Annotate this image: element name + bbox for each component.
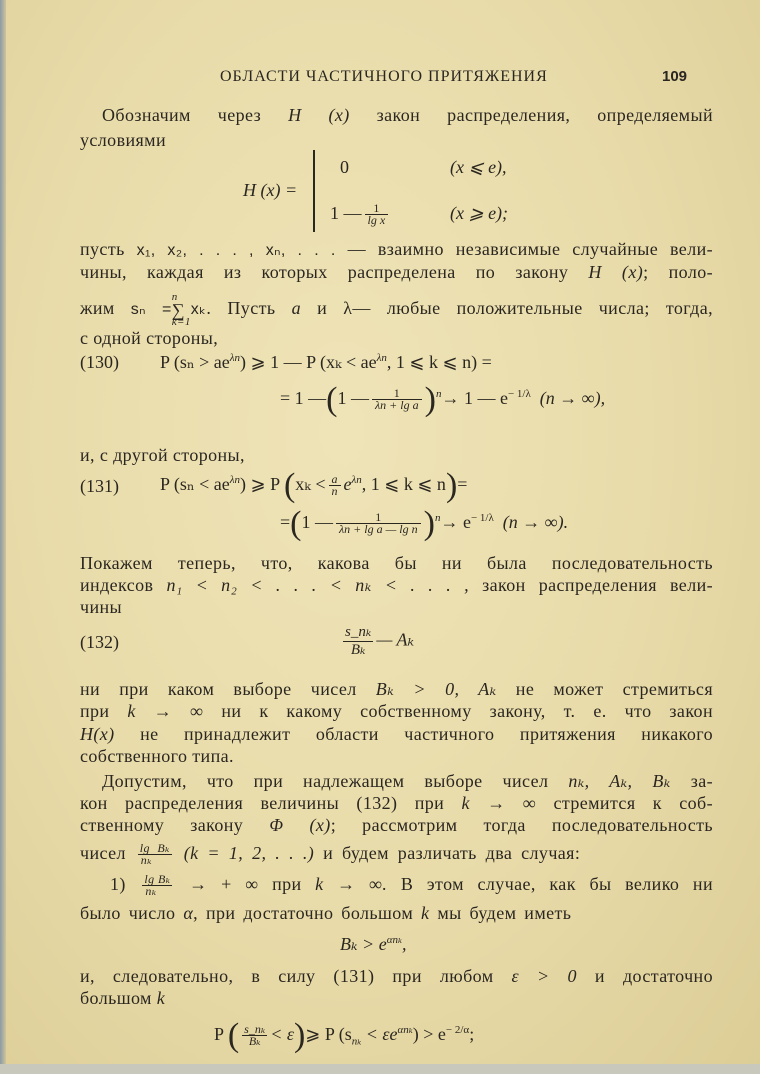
math: H (x) (288, 105, 350, 125)
fraction (242, 1024, 267, 1047)
text: ) > e (412, 1024, 446, 1044)
text: ни к какому собственному закону, т. е. что закон (221, 701, 713, 721)
paren: ) (293, 1016, 306, 1054)
text: ни при каком выборе чисел (80, 679, 357, 699)
superscript: n (435, 388, 442, 400)
paragraph-line (80, 723, 713, 745)
equation-number: (131) (80, 476, 119, 496)
eq-case-value (330, 203, 391, 226)
text: P (214, 1024, 224, 1044)
paragraph-line (80, 678, 713, 700)
denominator: nₖ (138, 854, 172, 866)
text: за- (690, 771, 714, 791)
header-title: ОБЛАСТИ ЧАСТИЧНОГО ПРИТЯЖЕНИЯ (220, 68, 548, 85)
sum-upper: n (171, 291, 178, 303)
text: , (402, 934, 407, 954)
case-label: 1) (110, 874, 126, 894)
text: — Aₖ (376, 629, 415, 650)
text: xₖ < (295, 474, 326, 494)
subscript: nₖ (351, 1035, 362, 1048)
paragraph-line (80, 444, 713, 466)
eq-case-cond: (x ⩾ e); (450, 203, 509, 223)
paragraph-line (80, 814, 713, 836)
denominator: n (329, 485, 341, 497)
text: — любые положительные числа; тогда, (352, 298, 714, 319)
numerator: lg Bₖ (144, 872, 171, 887)
paragraph-line (80, 842, 713, 866)
fraction (372, 388, 422, 411)
text: при (272, 874, 302, 894)
paragraph-line (80, 873, 713, 897)
paragraph-line (80, 596, 713, 618)
numerator: 1 (373, 201, 380, 216)
text: P (sₙ > ae (160, 352, 230, 372)
fraction (365, 203, 389, 226)
text: чины, каждая из которых распределена по закону (80, 262, 569, 282)
page-number: 109 (662, 68, 688, 85)
eq-line (340, 624, 414, 659)
math: k (421, 903, 430, 923)
paragraph-line (80, 987, 713, 1009)
math: (k = 1, 2, . . .) (183, 843, 315, 863)
denominator: nₖ (142, 885, 172, 897)
math: H (x) (588, 262, 644, 282)
paren: ) (424, 380, 436, 418)
text: ; (469, 1024, 475, 1044)
math: n₁ < n₂ < . . . < nₖ < . . . , (166, 575, 470, 595)
text: , 1 ⩽ k ⩽ n) = (386, 352, 492, 372)
fraction (142, 874, 172, 897)
superscript: αnₖ (397, 1024, 413, 1036)
text: и, с другой стороны, (80, 445, 245, 465)
text: . Пусть (206, 298, 276, 319)
superscript: − 1/λ (470, 512, 494, 524)
math: a (291, 298, 301, 319)
text: и, следовательно, в силу (131) при любом (80, 966, 494, 986)
text: индексов (80, 575, 154, 595)
text: 1 — (301, 512, 333, 532)
fraction (138, 843, 172, 866)
text: < ε (270, 1024, 294, 1044)
math: λ (343, 298, 353, 319)
eq-line (280, 504, 569, 542)
math: H(x) (80, 724, 115, 744)
text: P (sₙ < ae (160, 474, 230, 494)
eq-line (280, 380, 606, 418)
superscript: λn (351, 474, 362, 486)
text: пусть (80, 239, 125, 259)
paragraph-line (80, 792, 713, 814)
paragraph-line (80, 129, 713, 151)
math: sₙ = (130, 301, 172, 319)
eq-case-value: 0 (340, 157, 349, 177)
paragraph-line (80, 293, 713, 327)
math: Φ (x) (269, 815, 331, 835)
text: В этом случае, как бы велико ни (400, 874, 713, 894)
paren: ( (290, 504, 302, 542)
numerator: s_nₖ (345, 624, 372, 640)
text: = 1 — (280, 388, 327, 408)
math: x₁, x₂, . . . , xₙ, . . . (136, 242, 336, 259)
text: чины (80, 597, 123, 617)
text: Покажем теперь, что, какова бы ни была последовательность (80, 553, 713, 573)
equation-B (340, 934, 407, 955)
text: было число (80, 903, 176, 923)
math: k → ∞ (127, 701, 204, 721)
text: — взаимно независимые случайные вели- (347, 239, 714, 259)
math: k (156, 988, 166, 1008)
paren: ) (445, 466, 458, 504)
eq-lhs: H (x) = (243, 180, 298, 200)
scan-bottom-edge (0, 1064, 760, 1074)
numerator: s_nₖ (244, 1022, 266, 1037)
paragraph-line (80, 745, 713, 767)
paragraph-line (80, 552, 713, 574)
text: и (317, 298, 328, 319)
text: 1 — (337, 388, 369, 408)
equation-P (214, 1016, 475, 1054)
text: e (343, 474, 352, 494)
paren: ( (326, 380, 338, 418)
text: и будем различать два случая: (323, 843, 581, 863)
text: (n → ∞), (539, 388, 606, 408)
paragraph-line (80, 770, 713, 792)
math: α (183, 903, 194, 923)
equation-number: (130) (80, 352, 119, 372)
math: nₖ, Aₖ, Bₖ (568, 771, 671, 791)
superscript: n (434, 512, 441, 524)
brace (313, 150, 321, 232)
text: не может стремиться (515, 679, 713, 699)
denominator: λn + lg a — lg n (336, 523, 421, 535)
text: кон распределения величины (132) при (80, 793, 445, 813)
text: , при достаточно большом (193, 903, 414, 923)
text: (n → ∞). (502, 512, 569, 532)
eq-line (160, 352, 492, 373)
text: собственного типа. (80, 746, 234, 766)
paragraph-line (80, 700, 713, 722)
paren: ( (283, 466, 296, 504)
math: k → ∞ (461, 793, 537, 813)
fraction (329, 474, 341, 497)
text: → 1 — e (441, 388, 508, 408)
text: < εe (365, 1024, 398, 1044)
text: 1 — (330, 203, 362, 223)
denominator: Bₖ (343, 641, 373, 659)
scan-left-edge (0, 0, 6, 1074)
text: условиями (80, 130, 167, 150)
paragraph-line (80, 327, 713, 349)
text: жим (80, 298, 115, 319)
text: стремится к соб- (553, 793, 713, 813)
fraction (336, 512, 421, 535)
text: мы будем иметь (437, 903, 572, 923)
text: = (280, 512, 291, 532)
paragraph-line (80, 104, 713, 126)
text: , 1 ⩽ k ⩽ n (361, 474, 446, 494)
paragraph-line (80, 238, 713, 262)
math: k → ∞. (315, 874, 388, 894)
superscript: λn (229, 352, 241, 364)
text: Допустим, что при надлежащем выборе чисел (102, 771, 549, 791)
text: Bₖ > e (340, 934, 387, 954)
equation-number: (132) (80, 632, 119, 652)
superscript: αnₖ (386, 934, 402, 946)
text: ; поло- (643, 262, 713, 282)
math: Bₖ > 0, Aₖ (375, 679, 497, 699)
text: ственному закону (80, 815, 244, 835)
text: с одной стороны, (80, 328, 219, 348)
superscript: − 2/α (445, 1024, 470, 1036)
paragraph-line (80, 965, 713, 987)
math: → + ∞ (189, 874, 259, 894)
math: xₖ (190, 301, 207, 319)
text: большом (80, 988, 152, 1008)
text: = (457, 474, 468, 494)
eq-case-cond: (x ⩽ e), (450, 157, 507, 177)
superscript: λn (229, 474, 241, 486)
paragraph-line (80, 574, 713, 596)
text: закон распределения вели- (482, 575, 714, 595)
paren: ) (423, 504, 435, 542)
numerator: lg Bₖ (139, 841, 170, 856)
text: ) ⩾ 1 — P (xₖ < ae (240, 352, 377, 372)
fraction (343, 624, 373, 659)
numerator: a (331, 472, 338, 487)
denominator: lg x (365, 214, 389, 226)
paragraph-line (80, 902, 713, 924)
text: и достаточно (594, 966, 713, 986)
numerator: 1 (375, 510, 382, 525)
text: Обозначим через (102, 105, 262, 125)
text: при (80, 701, 110, 721)
paren: ( (227, 1016, 240, 1054)
text: чисел (80, 843, 126, 863)
sum-icon: ∑ (171, 300, 185, 320)
text: → e (440, 512, 471, 532)
math: ε > 0 (511, 966, 577, 986)
sum-lower: k=1 (171, 316, 191, 328)
numerator: 1 (393, 386, 400, 401)
text: закон распределения, определяемый (376, 105, 713, 125)
paragraph-line (80, 261, 713, 283)
text: ) ⩾ P (240, 474, 280, 494)
denominator: λn + lg a (372, 399, 422, 411)
sum-operator (172, 293, 191, 327)
text: ; рассмотрим тогда последовательность (330, 815, 713, 835)
eq-line (160, 466, 468, 504)
superscript: − 1/λ (507, 388, 531, 400)
text: ⩾ P (s (305, 1024, 352, 1044)
text: не принадлежит области частичного притяжения никакого (140, 724, 714, 744)
superscript: λn (376, 352, 387, 364)
denominator: Bₖ (242, 1035, 267, 1047)
